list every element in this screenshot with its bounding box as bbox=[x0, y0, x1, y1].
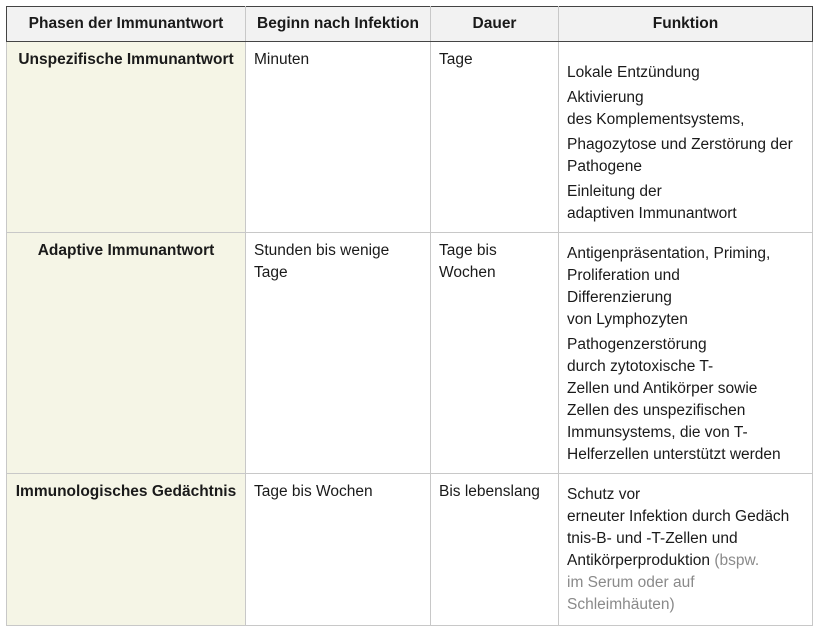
function-paragraph bbox=[567, 484, 804, 616]
table-row bbox=[7, 42, 813, 233]
function-paragraph: Pathogenzerstörung durch zytotoxische T- Zellen und Antikörper sowie Zellen des unspezifischen Immunsystems, die von T- Helferzellen unterstützt werden bbox=[567, 336, 781, 463]
function-paragraph: Lokale Entzündung bbox=[567, 64, 700, 81]
function-paragraph: Einleitung der adaptiven Immunantwort bbox=[567, 183, 737, 222]
duration-cell: Tage bbox=[431, 42, 559, 233]
header-duration: Dauer bbox=[431, 7, 559, 42]
onset-cell: Minuten bbox=[246, 42, 431, 233]
phase-cell: Adaptive Immunantwort bbox=[7, 233, 246, 474]
function-paragraph: Phagozytose und Zerstörung der Pathogene bbox=[567, 136, 793, 175]
table-row bbox=[7, 233, 813, 474]
header-onset: Beginn nach Infektion bbox=[246, 7, 431, 42]
table-header-row bbox=[7, 7, 813, 42]
duration-cell: Bis lebenslang bbox=[431, 474, 559, 626]
phase-cell: Immunologisches Gedächtnis bbox=[7, 474, 246, 626]
function-paragraph: Antigenpräsentation, Priming, Proliferation und Differenzierung von Lymphozyten bbox=[567, 245, 771, 328]
header-phase: Phasen der Immunantwort bbox=[7, 7, 246, 42]
onset-cell: Tage bis Wochen bbox=[246, 474, 431, 626]
function-cell bbox=[559, 42, 813, 233]
function-cell bbox=[559, 474, 813, 626]
function-paragraph: Aktivierung des Komplementsystems, bbox=[567, 89, 745, 128]
function-main-text: Schutz vor erneuter Infektion durch Gedäch tnis-B- und -T-Zellen und Antikörperproduktion bbox=[567, 486, 790, 569]
header-function: Funktion bbox=[559, 7, 813, 42]
function-cell bbox=[559, 233, 813, 474]
onset-cell: Stunden bis wenige Tage bbox=[246, 233, 431, 474]
phase-cell: Unspezifische Immunantwort bbox=[7, 42, 246, 233]
function-note-text: (bspw. im Serum oder auf Schleimhäuten) bbox=[567, 552, 760, 613]
table-row bbox=[7, 474, 813, 626]
immune-response-table bbox=[6, 6, 813, 626]
duration-cell: Tage bis Wochen bbox=[431, 233, 559, 474]
